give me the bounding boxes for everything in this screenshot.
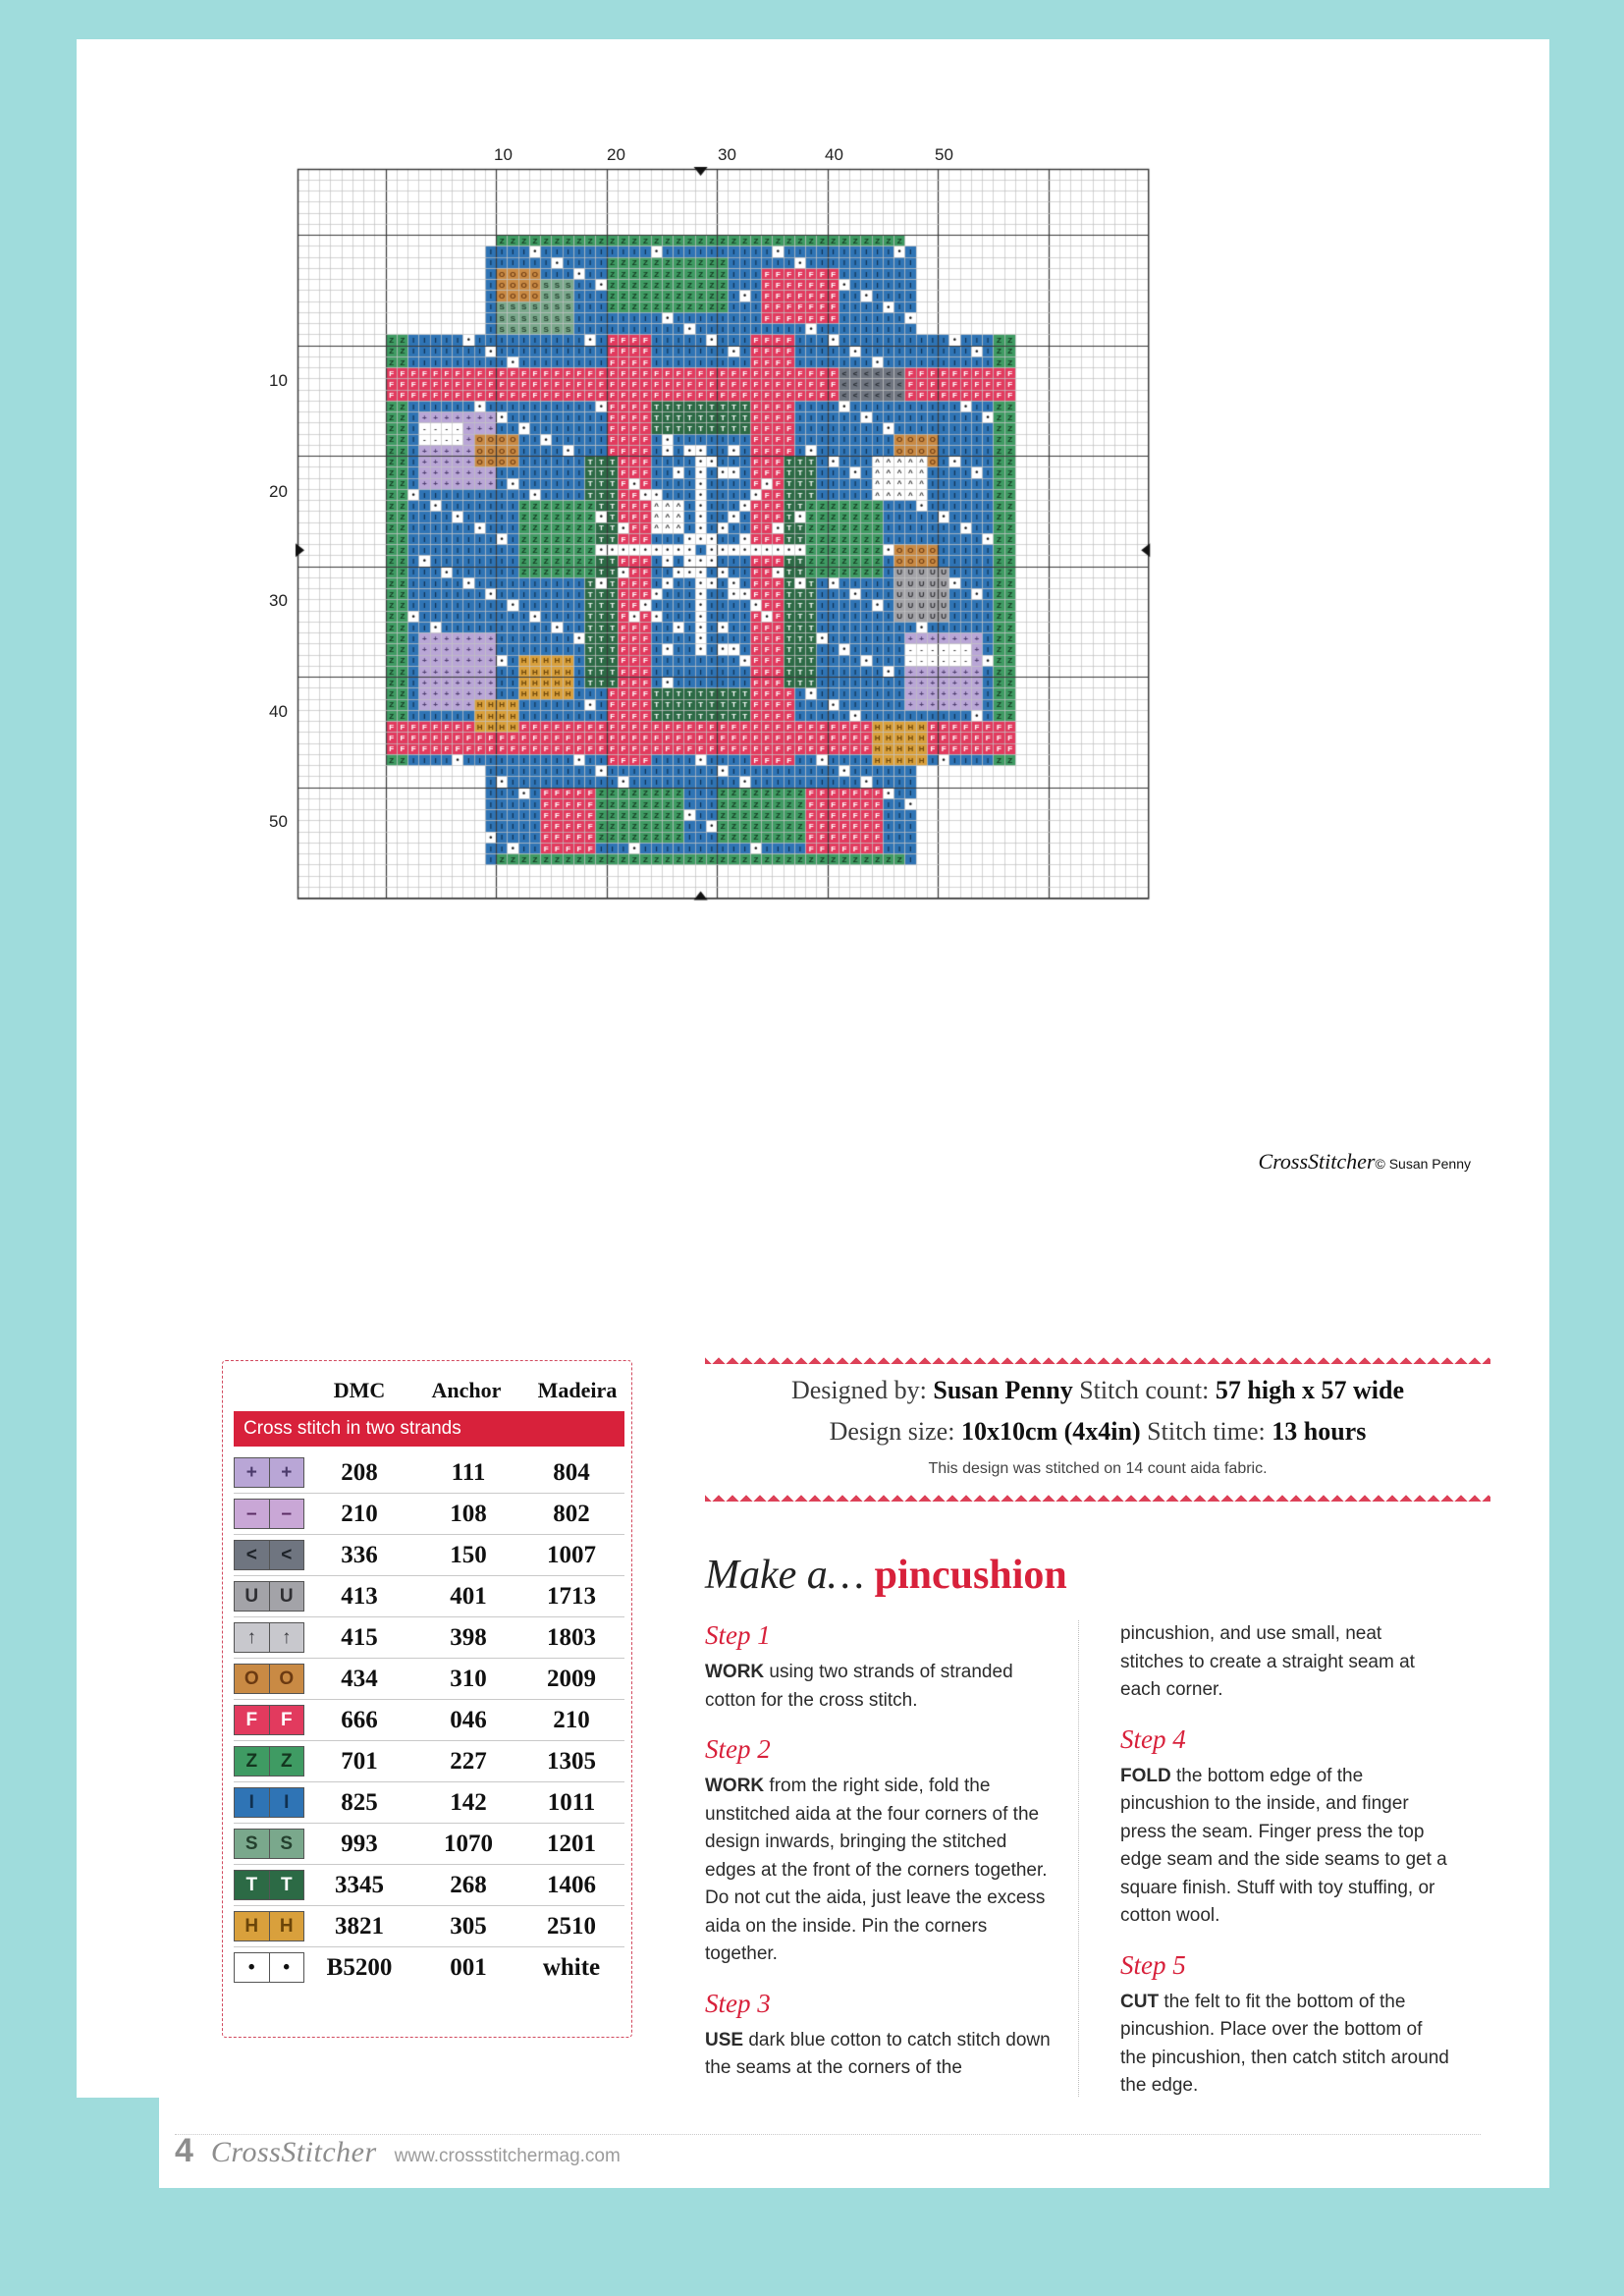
key-color-swatch (234, 1499, 304, 1529)
key-row (234, 1617, 624, 1659)
key-symbol-cell: F (235, 1706, 270, 1734)
key-madeira-value: 2510 (547, 1912, 596, 1940)
key-row (234, 1494, 624, 1535)
key-color-swatch (234, 1870, 304, 1900)
key-row (234, 1947, 624, 1988)
key-anchor-value: 111 (451, 1458, 486, 1486)
key-row (234, 1824, 624, 1865)
key-header-row (222, 1360, 634, 1409)
step-lead-word: USE (705, 2029, 744, 2050)
cross-stitch-chart (145, 108, 1481, 1178)
step-paragraph: USE dark blue cotton to catch stitch down the seams at the corners of the (705, 2029, 1051, 2078)
step-heading: Step 5 (1120, 1949, 1186, 1980)
key-madeira-value: 2009 (547, 1665, 596, 1692)
key-symbol-cell: I (235, 1788, 270, 1817)
credit-magazine: CrossStitcher (1258, 1149, 1376, 1174)
key-symbol-cell: T (270, 1871, 304, 1899)
key-dmc-value: 208 (341, 1458, 378, 1486)
credit-owner: © Susan Penny (1375, 1156, 1471, 1172)
key-madeira-value: 1803 (547, 1623, 596, 1651)
key-symbol-cell: S (235, 1830, 270, 1858)
key-header-symbol (222, 1378, 310, 1403)
make-title-italic: Make a… (705, 1553, 865, 1598)
key-color-swatch (234, 1540, 304, 1570)
step-heading: Step 4 (1120, 1723, 1186, 1754)
step-lead-word: FOLD (1120, 1765, 1171, 1786)
info-line-2 (705, 1417, 1490, 1447)
chart-column-label: 40 (825, 145, 843, 164)
step-lead-word: WORK (705, 1662, 765, 1682)
key-symbol-cell: < (270, 1541, 304, 1569)
instructions-columns (705, 1620, 1520, 2105)
step-heading: Step 1 (705, 1620, 771, 1650)
key-anchor-value: 268 (450, 1871, 487, 1898)
key-dmc-value: 413 (341, 1582, 378, 1610)
key-row (234, 1741, 624, 1782)
key-madeira-value: 1011 (547, 1788, 596, 1816)
designed-by-label: Designed by: (790, 1376, 927, 1404)
key-anchor-value: 150 (450, 1541, 487, 1568)
key-symbol-cell: < (235, 1541, 270, 1569)
key-symbol-cell: U (235, 1582, 270, 1611)
page-footer (77, 2098, 1549, 2188)
key-symbol-cell: F (270, 1706, 304, 1734)
key-color-swatch (234, 1746, 304, 1777)
key-dmc-value: 415 (341, 1623, 378, 1651)
key-anchor-value: 142 (450, 1788, 487, 1816)
key-dmc-value: 3821 (335, 1912, 384, 1940)
key-anchor-value: 108 (450, 1500, 487, 1527)
chart-credit (1259, 1149, 1471, 1175)
key-row (234, 1452, 624, 1494)
key-symbol-cell: Z (235, 1747, 270, 1776)
key-dmc-value: B5200 (326, 1953, 393, 1981)
key-color-swatch (234, 1829, 304, 1859)
design-size-label: Design size: (829, 1417, 955, 1446)
key-row (234, 1865, 624, 1906)
instructions-right-column (1078, 1620, 1471, 2105)
stitch-count-value: 57 high x 57 wide (1215, 1376, 1405, 1404)
key-dmc-value: 210 (341, 1500, 378, 1527)
key-row (234, 1782, 624, 1824)
key-symbol-cell: ↑ (270, 1623, 304, 1652)
key-symbol-cell: • (270, 1953, 304, 1982)
key-symbol-cell: – (270, 1500, 304, 1528)
key-madeira-value: 804 (553, 1458, 590, 1486)
key-dmc-value: 993 (341, 1830, 378, 1857)
key-madeira-value: 1007 (547, 1541, 596, 1568)
step-paragraph: WORK from the right side, fold the unstitched aida at the four corners of the design inwards, bringing the stitched edges at the front of the corners together. Do not cut the aida, just leave the excess aida on the inside. Pin the corners together. (705, 1776, 1048, 1964)
key-row (234, 1576, 624, 1617)
key-madeira-value: white (542, 1953, 601, 1981)
step-paragraph: FOLD the bottom edge of the pincushion to the inside, and finger press the seam. Finger press the top edge seam and the side seams to get a square finish. Stuff with toy stuffing, or cotton wool. (1120, 1765, 1447, 1926)
step-heading: Step 3 (705, 1988, 771, 2018)
step-paragraph: CUT the felt to fit the bottom of the pincushion. Place over the bottom of the pincushion, then catch stitch around the edge. (1120, 1991, 1449, 2096)
make-heading (705, 1552, 1490, 1599)
chart-row-label: 10 (269, 371, 288, 390)
chart-column-label: 30 (718, 145, 736, 164)
key-color-swatch (234, 1911, 304, 1941)
key-symbol-cell: T (235, 1871, 270, 1899)
chart-column-label: 20 (607, 145, 625, 164)
key-dmc-value: 825 (341, 1788, 378, 1816)
chart-grid-canvas (145, 108, 1481, 1178)
key-header-anchor: Anchor (431, 1378, 502, 1402)
stitch-time-label: Stitch time: (1147, 1417, 1266, 1446)
chart-column-label: 50 (935, 145, 953, 164)
footer-accent-bar (77, 2098, 159, 2188)
fabric-note: This design was stitched on 14 count aida fabric. (928, 1460, 1268, 1477)
instructions-left-column (705, 1620, 1078, 2105)
chart-column-label: 10 (494, 145, 513, 164)
stitch-time-value: 13 hours (1272, 1417, 1367, 1446)
key-symbol-cell: I (270, 1788, 304, 1817)
key-symbol-cell: – (235, 1500, 270, 1528)
key-dmc-value: 666 (341, 1706, 378, 1733)
key-anchor-value: 310 (450, 1665, 487, 1692)
magazine-name: CrossStitcher (210, 2136, 377, 2168)
chart-row-label: 20 (269, 482, 288, 501)
chart-row-label: 30 (269, 591, 288, 610)
key-anchor-value: 401 (450, 1582, 487, 1610)
key-madeira-value: 1406 (547, 1871, 596, 1898)
key-symbol-cell: + (235, 1458, 270, 1487)
key-color-swatch (234, 1787, 304, 1818)
step-lead-word: WORK (705, 1776, 765, 1796)
key-anchor-value: 046 (450, 1706, 487, 1733)
design-size-value: 10x10cm (4x4in) (960, 1417, 1141, 1446)
key-color-swatch (234, 1622, 304, 1653)
key-symbol-cell: • (235, 1953, 270, 1982)
chart-row-label: 40 (269, 702, 288, 721)
key-color-swatch (234, 1952, 304, 1983)
zigzag-divider-bottom (705, 1488, 1490, 1502)
key-banner: Cross stitch in two strands (234, 1411, 624, 1447)
key-row (234, 1906, 624, 1947)
step-paragraph: pincushion, and use small, neat stitches to create a straight seam at each corner. (1120, 1623, 1415, 1700)
zigzag-divider-top (705, 1350, 1490, 1364)
key-madeira-value: 1305 (547, 1747, 596, 1775)
magazine-url: www.crossstitchermag.com (394, 2146, 621, 2166)
key-symbol-cell: + (270, 1458, 304, 1487)
key-madeira-value: 802 (553, 1500, 590, 1527)
key-madeira-value: 210 (553, 1706, 590, 1733)
info-line-1 (705, 1376, 1490, 1405)
key-anchor-value: 1070 (444, 1830, 493, 1857)
designer-name: Susan Penny (933, 1376, 1073, 1404)
step-paragraph: WORK using two strands of stranded cotton for the cross stitch. (705, 1662, 1013, 1711)
key-madeira-value: 1201 (547, 1830, 596, 1857)
key-row (234, 1700, 624, 1741)
thread-key (222, 1360, 634, 1988)
magazine-page (77, 39, 1549, 2188)
key-madeira-value: 1713 (547, 1582, 596, 1610)
key-anchor-value: 398 (450, 1623, 487, 1651)
key-symbol-cell: O (235, 1665, 270, 1693)
key-row (234, 1659, 624, 1700)
key-symbol-cell: H (270, 1912, 304, 1941)
chart-row-label: 50 (269, 812, 288, 831)
key-symbol-cell: Z (270, 1747, 304, 1776)
design-info (705, 1350, 1490, 1502)
key-row-list (234, 1452, 624, 1988)
key-dmc-value: 336 (341, 1541, 378, 1568)
key-symbol-cell: H (235, 1912, 270, 1941)
key-anchor-value: 227 (450, 1747, 487, 1775)
key-dmc-value: 434 (341, 1665, 378, 1692)
key-header-dmc: DMC (333, 1378, 386, 1402)
key-color-swatch (234, 1457, 304, 1488)
key-color-swatch (234, 1581, 304, 1612)
key-symbol-cell: ↑ (235, 1623, 270, 1652)
make-title (705, 1552, 1490, 1599)
stitch-count-label: Stitch count: (1079, 1376, 1210, 1404)
key-symbol-cell: S (270, 1830, 304, 1858)
key-symbol-cell: O (270, 1665, 304, 1693)
key-dmc-value: 701 (341, 1747, 378, 1775)
key-anchor-value: 001 (450, 1953, 487, 1981)
key-row (234, 1535, 624, 1576)
make-title-red: pincushion (874, 1553, 1067, 1598)
page-number: 4 (175, 2132, 193, 2169)
step-lead-word: CUT (1120, 1991, 1160, 2012)
key-dmc-value: 3345 (335, 1871, 384, 1898)
key-color-swatch (234, 1705, 304, 1735)
key-header-madeira: Madeira (537, 1378, 618, 1402)
key-color-swatch (234, 1664, 304, 1694)
key-anchor-value: 305 (450, 1912, 487, 1940)
step-heading: Step 2 (705, 1734, 771, 1764)
key-symbol-cell: U (270, 1582, 304, 1611)
